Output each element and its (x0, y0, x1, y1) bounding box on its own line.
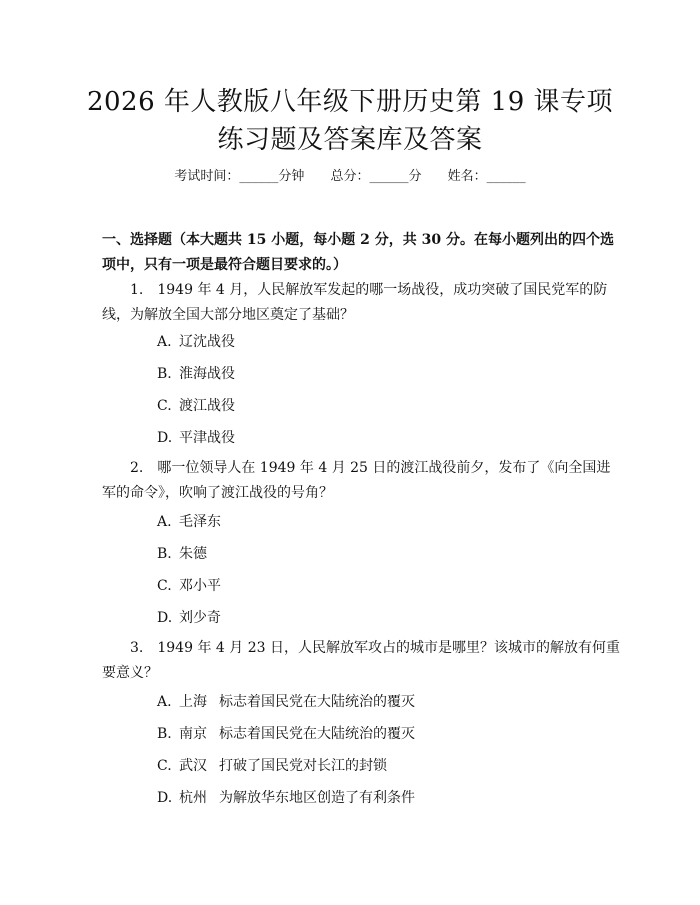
option-description: 打破了国民党对长江的封锁 (219, 758, 387, 774)
option-letter: A. (157, 514, 172, 530)
option-1-a (157, 332, 235, 352)
option-letter: A. (157, 694, 172, 710)
question-text: 1949 年 4 月，人民解放军发起的哪一场战役，成功突破了国民党军的防线，为解放全国大部分地区奠定了基础？ (102, 282, 608, 323)
option-2-d (157, 608, 221, 628)
option-letter: D. (157, 430, 173, 446)
option-description: 标志着国民党在大陆统治的覆灭 (219, 694, 415, 710)
question-text: 哪一位领导人在 1949 年 4 月 25 日的渡江战役前夕，发布了《向全国进军的命令》，吹响了渡江战役的号角？ (102, 460, 611, 501)
exam-info (0, 167, 700, 187)
option-3-a (157, 692, 415, 712)
option-letter: C. (157, 398, 172, 414)
question-1 (102, 278, 622, 328)
option-1-d (157, 428, 235, 448)
option-text: 上海 (179, 694, 207, 710)
question-number: 2. (130, 460, 144, 476)
option-text: 渡江战役 (179, 398, 235, 414)
option-text: 淮海战役 (179, 366, 235, 382)
question-3 (102, 636, 622, 686)
option-letter: B. (157, 546, 172, 562)
document-title-line-2: 练习题及答案库及答案 (217, 125, 483, 155)
section-heading: 一、选择题（本大题共 15 小题，每小题 2 分，共 30 分。在每小题列出的四个选项中，只有一项是最符合题目要求的。） (102, 232, 614, 273)
option-letter: D. (157, 610, 173, 626)
option-text: 毛泽东 (179, 514, 221, 530)
student-name-field: 姓名：______ (447, 169, 526, 184)
option-2-b (157, 544, 207, 564)
question-number: 3. (130, 640, 144, 656)
option-3-c (157, 756, 387, 776)
option-letter: A. (157, 334, 172, 350)
option-1-b (157, 364, 235, 384)
question-number: 1. (130, 282, 144, 298)
option-text: 朱德 (179, 546, 207, 562)
option-letter: B. (157, 726, 172, 742)
option-description: 标志着国民党在大陆统治的覆灭 (219, 726, 415, 742)
option-3-d (157, 788, 415, 808)
exam-time-field: 考试时间：______分钟 (174, 169, 305, 184)
option-text: 平津战役 (179, 430, 235, 446)
option-text: 辽沈战役 (179, 334, 235, 350)
total-score-field: 总分：______分 (330, 169, 422, 184)
option-letter: D. (157, 790, 173, 806)
question-text: 1949 年 4 月 23 日，人民解放军攻占的城市是哪里？该城市的解放有何重要意义？ (102, 640, 620, 681)
option-text: 杭州 (179, 790, 207, 806)
option-text: 南京 (179, 726, 207, 742)
option-text: 邓小平 (179, 578, 221, 594)
document-title-line-1: 2026 年人教版八年级下册历史第 19 课专项 (86, 87, 614, 117)
option-letter: C. (157, 758, 172, 774)
question-2 (102, 456, 622, 506)
option-2-a (157, 512, 221, 532)
option-letter: C. (157, 578, 172, 594)
option-2-c (157, 576, 221, 596)
option-description: 为解放华东地区创造了有利条件 (219, 790, 415, 806)
option-letter: B. (157, 366, 172, 382)
option-text: 刘少奇 (179, 610, 221, 626)
option-text: 武汉 (179, 758, 207, 774)
option-3-b (157, 724, 415, 744)
option-1-c (157, 396, 235, 416)
